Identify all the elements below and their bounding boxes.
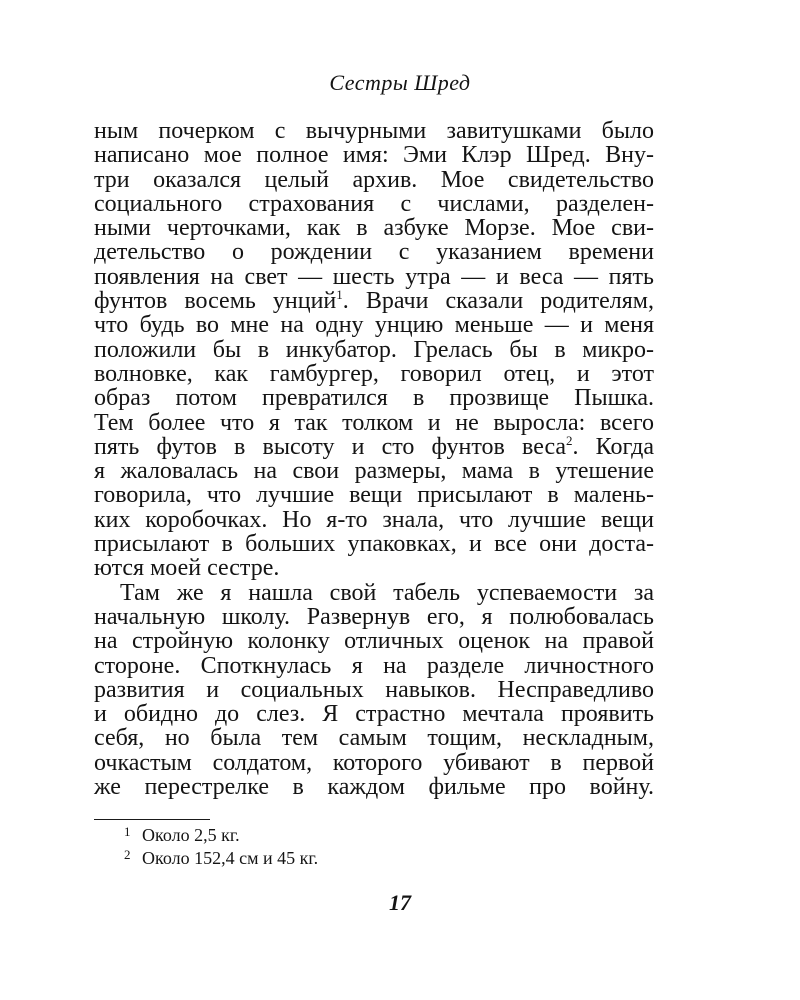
text-line-content: ным почерком с вычурными завитушками было	[94, 118, 654, 144]
text-line	[94, 265, 654, 289]
page-number: 17	[389, 890, 411, 915]
text-line	[94, 605, 654, 629]
text-line	[94, 508, 654, 532]
text-line-content: фунтов восемь унций	[94, 288, 337, 315]
text-line	[94, 313, 654, 337]
text-line	[94, 483, 654, 507]
text-line	[94, 678, 654, 702]
text-line	[94, 581, 654, 605]
text-line-continuation: . Врачи сказали родителям,	[342, 288, 654, 315]
text-line-content: Тем более что я так толком и не выросла: всего	[94, 409, 654, 436]
text-line-content: ются моей сестре.	[94, 555, 280, 582]
text-line-content: что будь во мне на одну унцию меньше — и меня	[94, 312, 654, 339]
text-line-content: говорила, что лучшие вещи присылают в малень-	[94, 482, 654, 509]
footnote-text: Около 152,4 см и 45 кг.	[142, 848, 319, 868]
text-line-content: детельство о рождении с указанием времени	[94, 239, 654, 266]
text-line	[94, 338, 654, 362]
text-line-content: и обидно до слез. Я страстно мечтала проявить	[94, 701, 654, 728]
footnote-text: Около 2,5 кг.	[142, 825, 240, 845]
text-line-content: пять футов в высоту и сто фунтов веса	[94, 433, 567, 460]
body-text	[94, 119, 654, 799]
text-line	[94, 289, 654, 313]
text-line-content: волновке, как гамбургер, говорил отец, и этот	[94, 360, 654, 387]
text-line	[94, 240, 654, 264]
text-line	[94, 751, 654, 775]
text-line-content: же перестрелке в каждом фильме про войну.	[94, 774, 654, 801]
text-line	[94, 702, 654, 726]
text-line	[94, 216, 654, 240]
text-line	[94, 726, 654, 750]
text-line-content: я жаловалась на свои размеры, мама в утешение	[94, 458, 654, 485]
text-line-content: себя, но была тем самым тощим, нескладным,	[94, 725, 654, 752]
text-line-content: на стройную колонку отличных оценок на правой	[94, 628, 654, 655]
text-line-content: ными черточками, как в азбуке Морзе. Мое сви-	[94, 215, 654, 242]
text-line-content: очкастым солдатом, которого убивают в первой	[94, 749, 654, 776]
text-line-content: присылают в больших упаковках, и все они доста-	[94, 531, 654, 558]
footnote: 2 Около 152,4 см и 45 кг.	[124, 847, 319, 868]
text-line-content: появления на свет — шесть утра — и веса — пять	[94, 263, 654, 290]
text-line-content: ких коробочках. Но я-то знала, что лучшие вещи	[94, 506, 654, 533]
footnote: 1 Около 2,5 кг.	[124, 824, 240, 845]
text-line-content: развития и социальных навыков. Несправедливо	[94, 676, 654, 703]
text-line-content: образ потом превратился в прозвище Пышка.	[94, 385, 654, 412]
text-line-content: социального страхования с числами, разделен-	[94, 190, 654, 217]
running-head: Сестры Шред	[329, 70, 471, 95]
footnote-reference: 1	[336, 287, 343, 303]
text-line	[94, 532, 654, 556]
text-line	[94, 654, 654, 678]
text-line-content: положили бы в инкубатор. Грелась бы в микро-	[94, 336, 654, 363]
text-line	[94, 362, 654, 386]
text-line-content: написано мое полное имя: Эми Клэр Шред. Вну-	[94, 142, 654, 169]
footnote-reference: 2	[566, 432, 573, 448]
text-line-continuation: . Когда	[572, 433, 655, 460]
text-line-content: начальную школу. Развернув его, я полюбовалась	[94, 603, 654, 630]
text-line-content: стороне. Споткнулась я на разделе личностного	[94, 652, 654, 679]
text-line	[94, 556, 654, 580]
footnote-separator	[94, 819, 210, 820]
text-line-content: Там же я нашла свой табель успеваемости за	[120, 579, 654, 606]
text-line	[94, 168, 654, 192]
text-line	[94, 459, 654, 483]
text-line	[94, 119, 654, 143]
text-line	[94, 386, 654, 410]
text-line	[94, 411, 654, 435]
text-line	[94, 432, 655, 460]
text-line	[94, 192, 654, 216]
text-line	[94, 143, 654, 167]
footnotes	[124, 824, 318, 870]
text-line-content: три оказался целый архив. Мое свидетельство	[94, 166, 654, 193]
text-line	[94, 775, 654, 799]
text-line	[94, 629, 654, 653]
